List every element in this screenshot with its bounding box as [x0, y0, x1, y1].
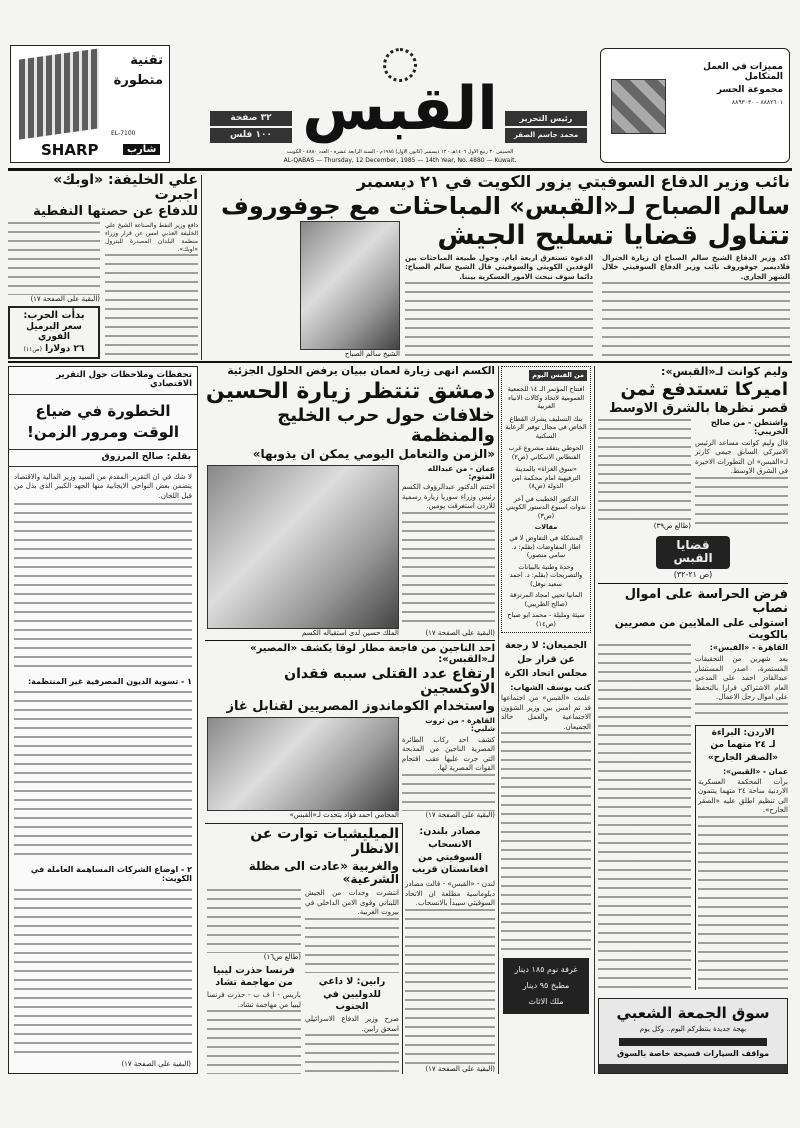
sharp-brand: SHARP — [41, 141, 99, 159]
top-story-col2: الدعوة تستغرق اربعة ايام. وحول طبيعة المباحثات بين الوفدين الكويتي والسوفيتي قال الشيخ سالم الصباح: دائما سوف نبحث الامور العسكرية بيننا. — [405, 253, 593, 281]
fraud-dateline: القاهرة - «القبس»: — [709, 643, 788, 653]
group-ad-name: مجموعة الجسر — [716, 84, 783, 95]
opinion-subhead-2: ٢ - اوضاع الشركات المساهمة العاملة في الكويت: — [30, 864, 192, 883]
index-opinion[interactable]: وحدة وطنية بالبيانات والتصريحات (بقلم: د. احمد سعيد نوفل) — [509, 562, 583, 588]
france-headline: فرنسا حذرت ليبيا من مهاجمة تشاد — [213, 964, 295, 989]
malta-body — [205, 717, 495, 820]
top-story-body — [205, 221, 790, 359]
opinion-byline: بقلم: صالح المرزوق — [9, 449, 197, 467]
oil-box-ref: (ص١١) — [23, 346, 42, 354]
masthead-rule — [8, 168, 792, 171]
fraud-text — [695, 703, 788, 721]
furniture-ad-line-1: غرفة نوم ١٨٥ دينار — [514, 965, 578, 974]
america-headline-1: اميركا تستدفع ثمن — [620, 379, 788, 401]
index-opinion[interactable]: سيئة وملبلة - محمد ابو صباح (ص١٤) — [507, 611, 585, 628]
index-box — [501, 366, 591, 633]
oil-lead: دافع وزير النفط والصناعة الشيخ علي الخليفة العذبي امس عن قرار وزراء منظمة البلدان المصدرة للبترول «اوبك». — [105, 222, 198, 254]
column-divider — [594, 366, 595, 1074]
sharp-tagline-1: تقنية — [130, 53, 163, 68]
fraud-col-right — [695, 644, 788, 989]
top-story-lead: اكد وزير الدفاع الشيخ سالم الصباح ان زيارة الجنرال فلاديمير جوفوروف نائب وزير الدفاع السوفيتي خلال الشهر الجاري. — [602, 253, 790, 281]
rabin-lead: صرح وزير الدفاع الاسرائيلي اسحق رابين. — [305, 1015, 399, 1033]
damascus-lead: اختتم الدكتور عبدالرؤوف الكسم رئيس وزراء سوريا زيارة رسمية للاردن استغرقت يومين. — [402, 483, 495, 511]
top-story-text-2 — [405, 282, 593, 359]
america-more: (طالع ص٣٩) — [653, 522, 691, 531]
malta-text-col — [402, 717, 495, 820]
top-story-text-block — [405, 221, 790, 359]
column-divider — [498, 366, 499, 1074]
group-ad-text: مميزات في العمل المتكامل — [703, 62, 783, 82]
malta-story — [205, 643, 495, 820]
oil-columns — [8, 222, 198, 359]
masthead-pages-box — [210, 111, 292, 143]
militias-more: (طالع ص١٦) — [263, 952, 301, 961]
top-story-headline-1: سالم الصباح لـ«القبس» المباحثات مع جوفوروف — [220, 191, 790, 220]
editor-label: رئيس التحرير — [505, 111, 587, 126]
issues-box-title-2: القبس — [673, 551, 713, 566]
furniture-ad — [503, 958, 589, 1014]
logo: القبس — [302, 74, 498, 144]
souq-ad-title: سوق الجمعة الشعبي — [616, 1003, 770, 1022]
jordan-headline-2: لـ ٢٤ متهما من «الصقر الجارح» — [707, 740, 779, 764]
top-story-photo-caption: الشيخ سالم الصباح — [344, 350, 400, 358]
militias-headline-1: الميليشيات توارت عن الانظار — [250, 826, 399, 858]
index-item[interactable]: «سوق الغزاة» بالمدينة الترفيهية امام محكمة امن الدولة (ص٨) — [511, 465, 581, 491]
damascus-text-col — [402, 465, 495, 638]
souq-ad-line-2: مواقف السيارات فسيحة خاصة بالسوق — [616, 1049, 770, 1059]
france-text — [207, 1010, 301, 1074]
souq-ad — [598, 998, 788, 1074]
malta-headline-2: واستخدام الكوماندوز المصريين لقنابل غاز — [226, 698, 495, 714]
index-opinion[interactable]: المانيا تحيي امجاد المرتزقة (صالح الطريبي) — [509, 591, 583, 608]
issues-box[interactable] — [656, 536, 730, 568]
index-opinion-title: مقالات — [534, 523, 558, 532]
oil-more: (البقية على الصفحة ١٧) — [30, 295, 100, 304]
damascus-photo — [207, 465, 399, 629]
issues-box-ref: (ص ٢١-٣٢) — [673, 569, 713, 579]
fraud-body — [598, 644, 788, 989]
fraud-headline-2: استولى على الملايين من مصريين بالكويت — [614, 617, 788, 641]
sharp-model: EL-7100 — [111, 130, 136, 137]
furniture-ad-line-3: ملك الاثاث — [528, 997, 564, 1006]
index-list — [505, 385, 587, 628]
oil-text — [105, 254, 198, 359]
opinion-text-2 — [14, 691, 192, 861]
opinion-lead: لا شك في ان التقرير المقدم من السيد وزير المالية والاقتصاد يتضمن بعض النواحي الايجابية منها الجهد الكبير الذي بذل من قبل اللجان. — [14, 472, 192, 500]
opinion-text-3 — [14, 889, 192, 1059]
damascus-quote: «الزمن والتعامل اليومي يمكن ان يذوبها» — [252, 447, 495, 462]
militias-col-right — [305, 889, 399, 1074]
souq-ad-line-1: بهجة جديدة ينتظركم اليوم.. وكل يوم — [639, 1025, 747, 1034]
malta-photo — [207, 717, 399, 811]
date-arabic: الخميس ٣٠ ربيع الاول ١٤٠٦هـ - ١٢ ديسمبر (كانون الاول) ١٩٨٥م - السنة الرابعة عشرة - العدد ٤٨٨٠ - الكويت — [286, 149, 514, 155]
malta-photo-col — [207, 717, 399, 820]
oil-story — [8, 173, 198, 359]
opinion-column — [8, 366, 198, 1074]
group-ad-phone: ٨٨٨٢٦٠١ - ٨٨٩٣٠٣٠ — [731, 98, 783, 106]
rabin-headline: رابين: لا داعي للدوليين في الجنوب — [318, 976, 386, 1012]
date-english: AL-QABAS — Thursday, 12 December, 1985 — 14th Year, No. 4880 — Kuwait. — [283, 157, 517, 164]
top-story-columns — [405, 254, 790, 359]
damascus-kicker: الكسم انهى زيارة لعمان ببيان يرفض الحلول الجزئية — [227, 365, 495, 377]
oil-box-line-2 — [11, 345, 97, 355]
damascus-body — [205, 465, 495, 638]
souq-ad-banner — [619, 1038, 767, 1046]
spacer — [205, 221, 300, 359]
malta-dateline: القاهرة - من ثروت شلبي: — [425, 716, 495, 734]
malta-more: (البقية على الصفحة ١٧) — [425, 811, 495, 819]
index-title-wrap — [505, 370, 587, 381]
top-story-col-1 — [602, 254, 790, 359]
oil-headline-1: علي الخليفة: «اوبك» اجبرت — [53, 172, 198, 204]
damascus-caption: الملك حسين لدى استقباله الكسم — [302, 629, 399, 637]
jordan-dateline: عمان - «القبس»: — [723, 766, 788, 776]
malta-kicker: احد الناجين من فاجعة مطار لوقا يكشف «المصير» لـ«القبس»: — [250, 643, 495, 665]
oil-text-2 — [8, 222, 100, 295]
militias-text-2 — [207, 889, 301, 953]
damascus-story — [205, 366, 495, 638]
sharp-brand-ar: شارب — [123, 144, 160, 155]
index-item[interactable]: افتتاح المؤتمر الـ ١٤ للجمعية العمومية لاتحاد وكالات الانباء العربية — [507, 385, 585, 411]
opinion-more: (البقية على الصفحة ١٧) — [121, 1060, 191, 1069]
opinion-kicker: تحفظات وملاحظات حول التقرير الاقتصادي — [9, 367, 197, 395]
afghan-text — [405, 909, 495, 1065]
group-ad-text-block — [673, 63, 783, 107]
cubes-image — [611, 79, 666, 134]
afghan-lead: لندن - «القبس» - قالت مصادر دبلوماسية مطلعة ان الاتحاد السوفيتي سيبدأ بالانسحاب. — [405, 880, 495, 908]
jordan-text — [698, 816, 788, 990]
column-divider — [201, 175, 202, 360]
malta-caption: المحامي احمد فؤاد يتحدث لـ«القبس» — [289, 811, 399, 819]
opinion-text — [14, 503, 192, 673]
right-column — [598, 366, 788, 1074]
militias-story — [205, 823, 403, 1074]
top-story-photo-col — [300, 221, 400, 359]
sharp-ad — [10, 45, 170, 163]
damascus-headline-1: دمشق تنتظر زيارة الحسين — [205, 378, 495, 404]
price-label: ١٠٠ فلس — [210, 128, 292, 143]
index-item[interactable]: الحوطي يتفقد مشروع غرب الفنطاس الاسكاني (ص٢) — [508, 444, 584, 461]
group-ad — [600, 48, 790, 163]
oil-col-left — [8, 222, 100, 359]
america-headline-2: قصر نظرها بالشرق الاوسط — [608, 400, 788, 416]
top-story — [205, 173, 790, 359]
america-col-left — [598, 419, 691, 531]
oil-box-title: بدأت الحرب: — [23, 310, 85, 322]
furniture-ad-line-2: مطبخ ٩٥ دينار — [522, 981, 570, 990]
index-item[interactable]: الدكتور الخطيب في آخر ندوات اسبوع الدستور الكويتي (ص٣) — [506, 494, 586, 520]
opinion-headline: الخطورة في ضياع الوقت ومرور الزمن! — [27, 401, 179, 441]
top-story-text — [602, 282, 790, 359]
afghan-story — [405, 826, 495, 1074]
america-lead: قال وليم كوانت مساعد الرئيس الاميركي السابق جيمي كارتر لـ«القبس» ان التطورات الاخيرة في الشرق الاوسط. — [695, 438, 788, 476]
america-kicker: وليم كوانت لـ«القبس»: — [661, 365, 788, 378]
america-text — [695, 477, 788, 531]
fraud-lead: بعد شهرين من التحقيقات المستمرة، اصدر المستشار عبدالقادر احمد علي المدعي العام الاشتراكي قرارا بالتحفظ على اموال رجل الاعمال. — [695, 655, 788, 702]
index-column — [501, 366, 591, 1074]
oil-box-price: ٢٦ دولارا — [45, 344, 85, 355]
afghan-headline: مصادر بلندن: الانسحاب السوفيتي من افغانستان قريب — [411, 826, 489, 876]
damascus-headline-2: خلافات حول حرب الخليج والمنظمة — [277, 404, 495, 446]
america-text-2 — [598, 419, 691, 522]
divider — [598, 583, 788, 584]
malta-headline-1: ارتفاع عدد القتلى سببه فقدان الاوكسجين — [284, 666, 495, 698]
fraud-text-2 — [598, 644, 691, 989]
section-rule — [8, 361, 792, 363]
oil-headline-2: للدفاع عن حصتها النفطية — [33, 203, 198, 219]
pages-label: ٣٢ صفحة — [210, 111, 292, 126]
index-opinion[interactable]: المشكلة في التفاوض لا في اطار المفاوضات (بقلم: د. سامي منصور) — [509, 534, 583, 560]
top-story-photo — [300, 221, 400, 350]
fraud-headline-1: فرض الحراسة على اموال نصاب — [624, 586, 788, 616]
damascus-photo-col — [207, 465, 399, 638]
america-dateline: واشنطن - من صالح الخريبي: — [710, 418, 788, 436]
militias-lead: انتشرت وحدات من الجيش اللبناني وقوى الامن الداخلي في بيروت الغربية. — [305, 889, 399, 917]
damascus-text — [402, 512, 495, 629]
editor-name: محمد جاسم الصقر — [505, 128, 587, 143]
damascus-more: (البقية على الصفحة ١٧) — [425, 629, 495, 637]
top-story-col-2 — [405, 254, 593, 359]
oil-price-box — [8, 306, 100, 359]
militias-headline-2: والغربية «عادت الى مظلة الشرعية» — [248, 858, 399, 886]
america-body — [598, 419, 788, 531]
jordan-box — [695, 725, 788, 990]
jordan-lead: برأت المحكمة العسكرية الاردنية ساحة ٢٤ متهما ينتمون الى تنظيم اطلق عليه «الصقر الجارح». — [698, 777, 788, 815]
jumaiman-headline: الجميعان: لا رجعة عن قرار حل مجلس اتحاد الكرة — [504, 640, 588, 679]
divider — [205, 640, 495, 641]
afghan-more: (البقية على الصفحة ١٧) — [425, 1065, 495, 1073]
damascus-dateline: عمان - من عبدالله المتوم: — [427, 463, 495, 481]
sharp-tagline-2: متطورة — [113, 73, 163, 88]
jumaiman-lead: علمت «القبس» من اجتماعها قد تم امس بين وزير الشؤون الاجتماعية والعمل خالد الجميعان. — [501, 694, 591, 731]
index-item[interactable]: بنك التسليف يشرك القطاع الخاص في مجال توفير الرعاية السكنية — [505, 414, 587, 440]
oil-box-line-1: سعر البرميل الفوري — [26, 322, 82, 343]
index-title: من القبس اليوم — [529, 370, 587, 381]
malta-lead: كشف احد ركاب الطائرة المصرية الناجين من المذبحة التي جرت عليها عقب اقتحام القوات المصرية لها. — [402, 735, 495, 773]
jumaiman-byline: كتب يوسف الشهاب: — [510, 682, 591, 692]
jumaiman-text — [501, 732, 591, 950]
america-col-right — [695, 419, 788, 531]
malta-text — [402, 774, 495, 811]
top-story-kicker: نائب وزير الدفاع السوفيتي يزور الكويت في ٢١ ديسمبر — [356, 172, 790, 191]
calculator-image — [19, 48, 99, 139]
souq-ad-footer — [599, 1064, 787, 1073]
militias-text — [305, 918, 399, 974]
rabin-text — [305, 1034, 399, 1074]
issues-box-title-1: قضايا — [676, 538, 710, 553]
jordan-headline-1: الاردن: البراءة — [711, 727, 775, 738]
fraud-col-left — [598, 644, 691, 989]
top-story-headline-2: تتناول قضايا تسليح الجيش — [437, 219, 790, 251]
france-lead: باريس - ا ف ب - حذرت فرنسا ليبيا من مهاجمة تشاد. — [207, 991, 301, 1009]
oil-col-right — [105, 222, 198, 359]
militias-body — [207, 889, 399, 1074]
masthead-editor-box — [505, 111, 587, 143]
opinion-subhead-1: ١ - تسوية الديون المصرفية غير المنتظمة: — [27, 676, 192, 686]
militias-col-left — [207, 889, 301, 1074]
